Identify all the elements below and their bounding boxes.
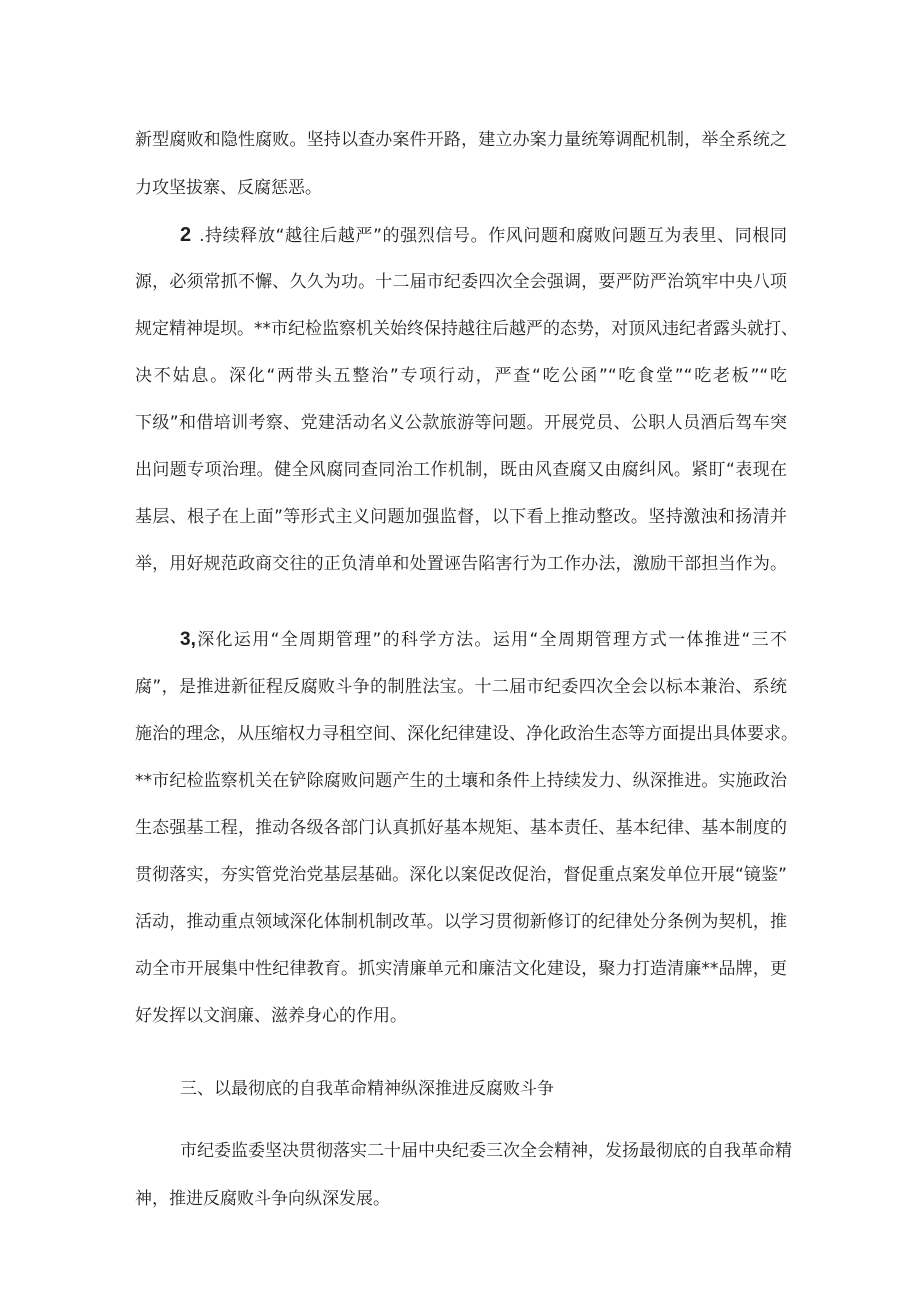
text-line: 新型腐败和隐性腐败。坚持以查办案件开路，建立办案力量统筹调配机制，举全系统之 — [135, 130, 787, 150]
text-line: 生态强基工程，推动各级各部门认真抓好基本规矩、基本责任、基本纪律、基本制度的 — [135, 818, 787, 838]
text-line: 基层、根子在上面”等形式主义问题加强监督，以下看上推动整改。坚持激浊和扬清并 — [135, 507, 787, 527]
text-line: 活动，推动重点领域深化体制机制改革。以学习贯彻新修订的纪律处分条例为契机，推 — [135, 912, 787, 932]
text-line: 规定精神堤坝。**市纪检监察机关始终保持越往后越严的态势，对顶风违纪者露头就打、 — [135, 319, 798, 339]
text-line: 源，必须常抓不懈、久久为功。十二届市纪委四次全会强调，要严防严治筑牢中央八项 — [135, 272, 787, 292]
text-line — [180, 622, 787, 658]
text-line: 贯彻落实，夯实管党治党基层基础。深化以案促改促治，督促重点案发单位开展“镜鉴” — [135, 865, 787, 885]
text-line: 腐”，是推进新征程反腐败斗争的制胜法宝。十二届市纪委四次全会以标本兼治、系统 — [135, 677, 787, 697]
text-line: 下级”和借培训考察、党建活动名义公款旅游等问题。开展党员、公职人员酒后驾车突 — [135, 413, 787, 433]
item-heading-text: .持续释放“越往后越严”的强烈信号。作风问题和腐败问题互为表里、同根同 — [193, 226, 787, 246]
text-line: 神，推进反腐败斗争向纵深发展。 — [135, 1189, 390, 1209]
text-line: 动全市开展集中性纪律教育。抓实清廉单元和廉洁文化建设，聚力打造清廉**品牌，更 — [135, 959, 787, 979]
item-number: 2 — [180, 224, 192, 246]
text-line: 决不姑息。深化“两带头五整治”专项行动，严查“吃公函”“吃食堂”“吃老板”“吃 — [135, 366, 787, 386]
text-line: 举，用好规范政商交往的正负清单和处置诬告陷害行为工作办法，激励干部担当作为。 — [135, 554, 787, 574]
text-line: 力攻坚拔寨、反腐惩恶。 — [135, 178, 322, 198]
text-line: **市纪检监察机关在铲除腐败问题产生的土壤和条件上持续发力、纵深推进。实施政治 — [135, 771, 787, 791]
section-heading: 三、以最彻底的自我革命精神纵深推进反腐败斗争 — [180, 1079, 554, 1099]
item-number: 3, — [180, 629, 196, 650]
text-line: 出问题专项治理。健全风腐同查同治工作机制，既由风查腐又由腐纠风。紧盯“表现在 — [135, 460, 787, 480]
text-line: 好发挥以文润廉、滋养身心的作用。 — [135, 1006, 407, 1026]
item-heading-text: 深化运用“全周期管理”的科学方法。运用“全周期管理方式一体推进“三不 — [195, 630, 787, 650]
text-line: 施治的理念，从压缩权力寻租空间、深化纪律建设、净化政治生态等方面提出具体要求。 — [135, 724, 798, 744]
text-line: 市纪委监委坚决贯彻落实二十届中央纪委三次全会精神，发扬最彻底的自我革命精 — [180, 1141, 792, 1161]
text-line — [180, 217, 787, 253]
